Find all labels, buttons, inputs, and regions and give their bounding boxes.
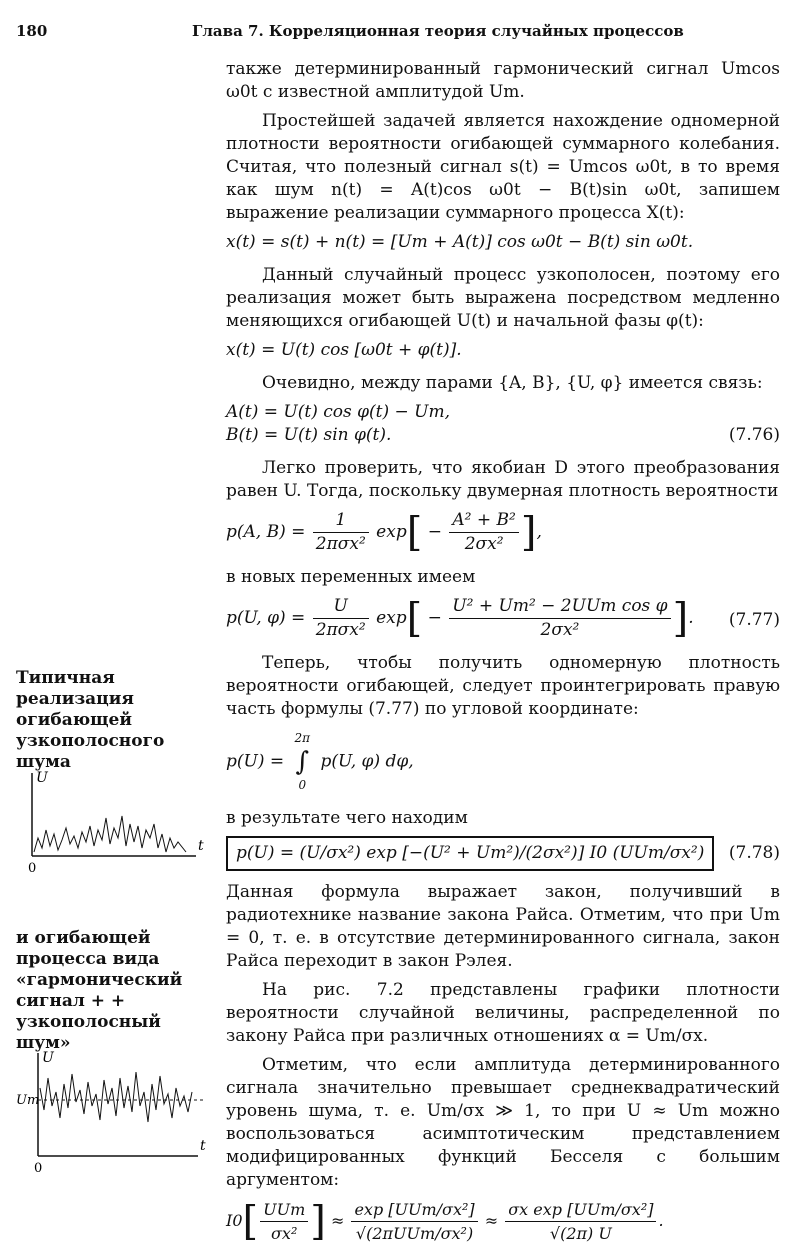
paragraph-5: Легко проверить, что якобиан D этого преобразования равен U. Тогда, поскольку двумерная плотность вероятности	[226, 458, 780, 501]
paragraph-1: также детерминированный гармонический сигнал Umcos ω0t с известной амплитудой Um.	[226, 59, 780, 102]
paragraph-7: Теперь, чтобы получить одномерную плотность вероятности огибающей, следует проинтегрировать правую часть формулы (7.77) по угловой координате:	[226, 653, 780, 719]
y-axis-label: U	[42, 1050, 54, 1066]
eq-lhs: p(U, φ) =	[226, 608, 306, 628]
paragraph-8: в результате чего находим	[226, 808, 468, 828]
fraction: $\frac{U}{\text{2πσx²}}$	[313, 595, 369, 642]
equation-number: (7.78)	[728, 843, 780, 863]
equation-7-76-a: A(t) = U(t) cos φ(t) − Um,	[226, 402, 451, 422]
main-text	[226, 58, 780, 1255]
figure-noise-envelope	[16, 768, 216, 878]
noise-envelope-trace	[34, 816, 186, 852]
integral-limits: 2π ∫ 0	[294, 731, 311, 792]
equation-7-77: p(U, φ) = $\frac{U}{\text{2πσx²}}$ exp[ − $\frac{\text{U² + Um² − 2UUm cos φ}}{\text{2σx²}}$ ]. (7.77)	[226, 595, 780, 642]
equation-envelope: x(t) = U(t) cos [ω0t + φ(t)].	[226, 340, 462, 360]
origin-label: 0	[28, 861, 37, 876]
paragraph-11: Отметим, что если амплитуда детерминированного сигнала значительно превышает среднеквадратический уровень шума, т. е. Um/σx ≫ 1, то при U ≈ Um можно воспользоваться асимптотическим представлением модифицированных функций Бесселя с большим аргументом:	[226, 1055, 780, 1190]
eq-lhs: p(A, B) =	[226, 522, 306, 542]
boxed-equation: p(U) = (U/σx²) exp [−(U² + Um²)/(2σx²)] I0 (UUm/σx²)	[226, 836, 714, 871]
y-axis-label: U	[36, 770, 48, 786]
fraction: $\frac{1}{\text{2πσx²}}$	[313, 509, 369, 556]
page-number: 180	[16, 22, 48, 40]
equation-7-76	[226, 401, 780, 447]
margin-caption-2: и огибающей процесса вида «гармонический сигнал + + узкополосный шум»	[16, 928, 183, 1053]
equation-number: (7.76)	[728, 425, 780, 445]
margin-caption-1: Типичная реализация огибающей узкополосного шума	[16, 668, 165, 772]
paragraph-3: Данный случайный процесс узкополосен, поэтому его реализация может быть выражена посредством медленно меняющихся огибающей U(t) и начальной фазы φ(t):	[226, 265, 780, 331]
paragraph-4: Очевидно, между парами {A, B}, {U, φ} имеется связь:	[262, 373, 763, 393]
equation-sum-process: x(t) = s(t) + n(t) = [Um + A(t)] cos ω0t − B(t) sin ω0t.	[226, 232, 694, 252]
chapter-title: Глава 7. Корреляционная теория случайных процессов	[192, 22, 684, 40]
equation-number: (7.77)	[728, 610, 780, 630]
paragraph-6: в новых переменных имеем	[226, 567, 476, 587]
figure-signal-plus-noise	[16, 1048, 216, 1178]
equation-7-76-b: B(t) = U(t) sin φ(t).	[226, 425, 392, 445]
x-axis-label: t	[198, 838, 204, 854]
fraction: $\frac{\text{A² + B²}}{\text{2σx²}}$	[449, 509, 518, 556]
equation-7-78	[226, 836, 780, 871]
paragraph-2: Простейшей задачей является нахождение одномерной плотности вероятности огибающей суммарного колебания. Считая, что полезный сигнал s(t) = Umcos ω0t, в то время как шум n(t) = A(t)cos ω0t − B(t)sin ω0t, запишем выражение реализации суммарного процесса X(t):	[226, 111, 780, 223]
fraction: $\frac{\text{U² + Um² − 2UUm cos φ}}{\text{2σx²}}$	[449, 595, 670, 642]
equation-bessel-asymptotic: I0[ $\frac{\text{UUm}}{\text{σx²}}$ ] ≈ $\frac{\text{exp [UUm/σx²]}}{\text{√(2πUUm/σx²)}}$ ≈ $\frac{\text{σx exp [UUm/σx²]}}{√(2\pi) U}$ .	[226, 1198, 664, 1245]
signal-envelope-trace	[40, 1072, 192, 1122]
origin-label: 0	[34, 1161, 43, 1176]
equation-integral: p(U) = 2π ∫ 0 p(U, φ) dφ,	[226, 727, 780, 797]
level-label: Um	[16, 1093, 40, 1108]
paragraph-9: Данная формула выражает закон, получивший в радиотехнике название закона Райса. Отметим, что при Um = 0, т. е. в отсутствие детерминированного сигнала, закон Райса переходит в закон Рэлея.	[226, 882, 780, 971]
equation-pab: p(A, B) = $\frac{1}{\text{2πσx²}}$ exp[ − $\frac{\text{A² + B²}}{\text{2σx²}}$ ],	[226, 509, 542, 556]
x-axis-label: t	[200, 1138, 206, 1154]
paragraph-10: На рис. 7.2 представлены графики плотности вероятности случайной величины, распределенной по закону Райса при различных отношениях α = Um/σx.	[226, 980, 780, 1046]
